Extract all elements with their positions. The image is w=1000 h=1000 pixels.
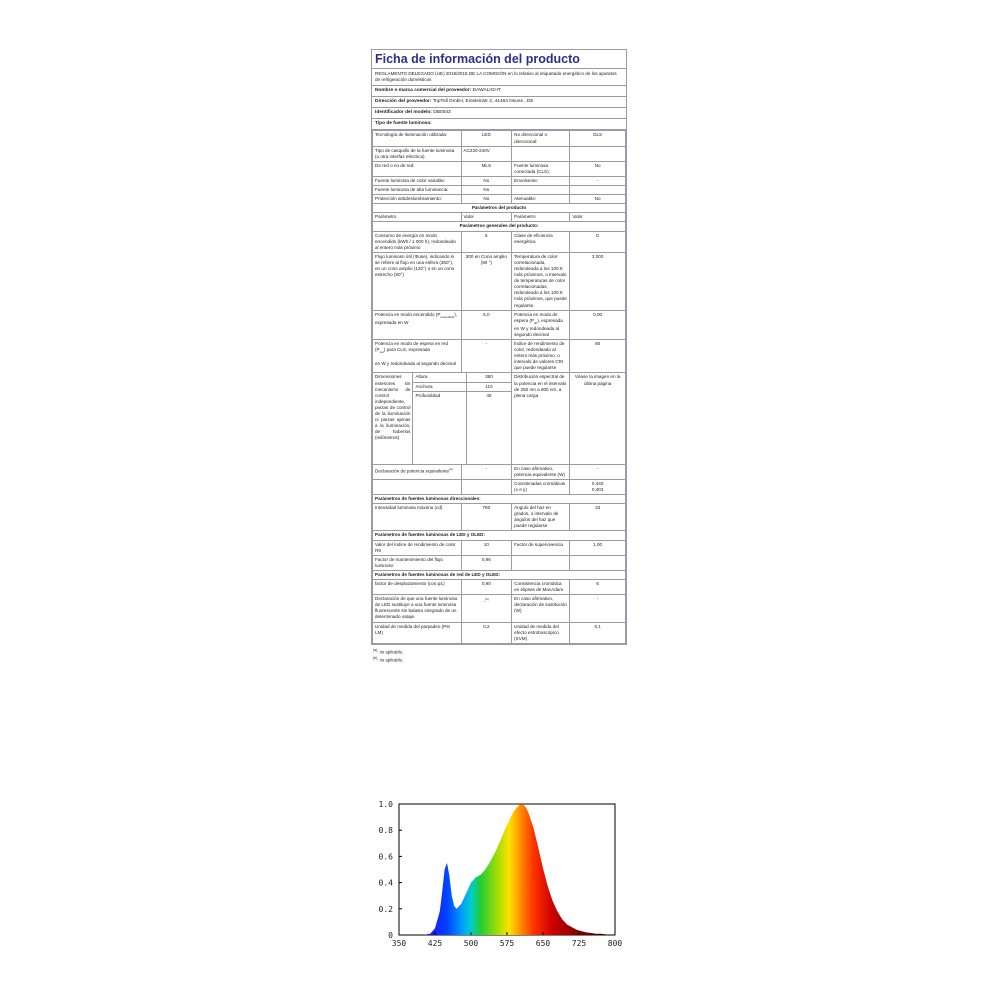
equivalent-yes-value: - (570, 464, 626, 479)
macadam-value: 6 (570, 580, 626, 595)
net-standby-text: Potencia en modo de espera en red (P (375, 340, 449, 353)
chart-plot-area (379, 800, 623, 948)
displacement-label: factor de desplazamiento (cos φ1) (373, 580, 462, 595)
tech-label: Tecnología de iluminación utilizada: (373, 131, 462, 146)
survival-value: 1,00 (570, 540, 626, 555)
model-id: DB0043 (433, 110, 451, 116)
table-row (373, 494, 626, 503)
footnote-a-mark: (a) (373, 647, 378, 652)
model-id-row (372, 108, 626, 119)
table-row (373, 373, 626, 464)
macadam-label: Consistencia cromática en elipses de MacAdam (512, 580, 570, 595)
column-header-param: Parámetro (373, 213, 462, 222)
maintenance-value: 0,96 (461, 555, 512, 570)
energy-label: Consumo de energía en modo encendido (kWh / 1 000 h), redondeado al entero más próximo (373, 231, 462, 252)
beam-angle-label: Ángulo del haz en grados, o intervalo de ángulos del haz que puede regularse (512, 504, 570, 531)
supplier-address-row (372, 97, 626, 108)
x-tick-label: 350 (391, 939, 407, 948)
cri-value: 80 (570, 339, 626, 372)
mains-label: De red o no de red: (373, 161, 462, 176)
peak-intensity-label: Intensidad luminosa máxima (cd) (373, 504, 462, 531)
table-row (373, 161, 626, 176)
stroboscopic-label: Unidad de medida del efecto estroboscópico (SVM) (512, 622, 570, 643)
x-tick-label: 650 (535, 939, 551, 948)
survival-label: Factor de supervivencia (512, 540, 570, 555)
equivalent-power-note-mark: (a) (449, 466, 453, 471)
footnote-a-text: : no aplicable; (377, 649, 404, 655)
table-row (373, 204, 626, 213)
footnote-b-text: : no aplicable; (377, 657, 404, 663)
table-row (373, 504, 626, 531)
width-label: Anchura (413, 382, 466, 391)
equivalent-power-label (373, 464, 462, 479)
footnote-b-mark: (b) (373, 656, 378, 661)
colour-value: No (461, 176, 512, 185)
x-tick-label: 425 (427, 939, 443, 948)
model-id-label: Identificador del modelo: (375, 110, 433, 116)
replacement-note-mark: (b) (485, 597, 489, 602)
chromaticity-x: 0,440 (591, 480, 604, 486)
equivalent-power-value: - (461, 464, 512, 479)
spectrum-area (413, 804, 610, 935)
height-value: 380 (466, 373, 511, 382)
x-tick-label: 575 (499, 939, 515, 948)
antiglare-value: No (461, 195, 512, 204)
flux-value: 300 en Cono amplio (90 °) (461, 252, 512, 310)
table-row (373, 146, 626, 161)
standby-subscript: sb (534, 320, 538, 325)
cap-value: AC220-240V (461, 146, 512, 161)
high-luminance-value: No (461, 186, 512, 195)
replacement-yes-label: En caso afirmativo, declaración de sustitución (W) (512, 595, 570, 622)
general-params-header: Parámetros generales del producto: (373, 222, 626, 231)
regulation-text: REGLAMENTO DELEGADO (UE) 2019/2015 DE LA COMISIÓN en lo relativo al etiquetado energético de los aparatos de refrigeración domésticos (372, 69, 626, 86)
stroboscopic-value: 0,1 (570, 622, 626, 643)
table-row (373, 195, 626, 204)
supplier-address: TopToll GmbH, Einsteinstr 2, 41464 Neuss , DE (432, 99, 534, 105)
table-row (373, 580, 626, 595)
table-row (373, 186, 626, 195)
table-row (373, 176, 626, 185)
power-on-label (373, 310, 462, 339)
net-standby-unit: ) para CLS, expresada (383, 347, 430, 353)
x-tick-label: 800 (607, 939, 623, 948)
dimensions-cell (413, 373, 512, 464)
footnote-b (373, 655, 403, 663)
table-row (413, 391, 511, 464)
dimensions-table (413, 373, 511, 463)
net-standby-subscript: net (379, 349, 384, 354)
width-value: 110 (466, 382, 511, 391)
chromaticity-value (570, 479, 626, 494)
energy-value: 5 (461, 231, 512, 252)
cct-value: 3 000 (570, 252, 626, 310)
cap-label: Tipo de casquillo de la fuente luminosa (375, 147, 455, 153)
replacement-yes-value: - (570, 595, 626, 622)
directional-value: DLS (570, 131, 626, 146)
power-on-label-unit: ), expresada en W (375, 311, 458, 325)
column-header-value: Valor (570, 213, 626, 222)
product-information-sheet (371, 49, 627, 645)
chromaticity-y: 0,403 (591, 486, 604, 492)
flux-label: Flujo luminoso útil (Φuse), indicando si se refiere al flujo en una esfera (360°), en un cono amplio (120°) o en un cono estrecho (90°) (373, 252, 462, 310)
r9-label: Valor del índice de rendimiento de color R9 (373, 540, 462, 555)
table-row (373, 310, 626, 339)
equivalent-yes-label: En caso afirmativo, potencia equivalente (W) (512, 464, 570, 479)
product-params-header: Parámetros del producto (373, 204, 626, 213)
net-standby-value: - (461, 339, 512, 372)
directional-header: Parámetros de fuentes luminosas direccionales: (373, 494, 626, 503)
mains-value: MLS (461, 161, 512, 176)
x-tick-label: 725 (571, 939, 587, 948)
dimmable-value: No (570, 195, 626, 204)
mains-led-header: Parámetros de fuentes luminosas de red de LED y OLED: (373, 570, 626, 579)
table-row (413, 382, 511, 391)
envelope-label: Envolvente: (512, 176, 570, 185)
net-standby-label (373, 339, 462, 372)
y-tick-label: 0 (388, 931, 393, 940)
light-source-type-label: Tipo de fuente luminosa: (375, 121, 432, 127)
height-label: Altura (413, 373, 466, 382)
tech-value: LED (461, 131, 512, 146)
antiglare-label: Protección antideslumbramiento: (373, 195, 462, 204)
light-source-type-heading (372, 119, 626, 130)
directional-label: No direccional o direccional: (512, 131, 570, 146)
table-row (373, 570, 626, 579)
displacement-value: 0,90 (461, 580, 512, 595)
page-title: Ficha de información del producto (372, 50, 626, 69)
column-header-param: Parámetro (512, 213, 570, 222)
depth-value: 40 (466, 391, 511, 464)
cls-label: Fuente luminosa conectada (CLS): (512, 161, 570, 176)
table-row (373, 622, 626, 643)
table-row (373, 531, 626, 540)
cri-label: Índice de rendimiento de color, redondeado al entero más próximo, o intervalo de valores CRI que puede regularse (512, 339, 570, 372)
cap-label-note: (u otra interfaz eléctrica) (375, 153, 425, 159)
column-header-value: Valor (461, 213, 512, 222)
net-standby-note: en W y redondeada al segundo decimal (375, 361, 456, 367)
dimmable-label: Atenuable: (512, 195, 570, 204)
spd-value: Véase la imagen en la última página (570, 373, 626, 464)
standby-label-unit: ), expresada en W y redondeada al segundo decimal (514, 317, 563, 337)
y-tick-label: 1.0 (378, 800, 393, 809)
table-row (373, 339, 626, 372)
flicker-label: Unidad de medida del parpadeo (Pst LM) (373, 622, 462, 643)
table-row (373, 131, 626, 146)
supplier-name-row (372, 86, 626, 97)
standby-label-text: Potencia en modo de espera (P (514, 311, 558, 323)
y-tick-label: 0.2 (378, 904, 393, 914)
y-tick-label: 0.8 (378, 826, 393, 836)
beam-angle-value: 33 (570, 504, 626, 531)
dimensions-label: Dimensiones exteriores sin mecanismo de control independiente, piezas de control de la iluminación ni piezas ajenas a la iluminación, de haberlos (milímetros) (373, 373, 413, 464)
x-tick-label: 500 (463, 939, 479, 948)
cct-label: Temperatura de color correlacionada, redondeada a los 100 K más próximos, o intervalo de temperaturas de color correlacionadas, redondeado a los 100 K más próximos, que puede regularse (512, 252, 570, 310)
table-row (373, 479, 626, 494)
power-on-value: 5,0 (461, 310, 512, 339)
maintenance-label: Factor de mantenimiento del flujo luminoso (373, 555, 462, 570)
supplier-address-label: Dirección del proveedor: (375, 99, 432, 105)
table-row (413, 373, 511, 382)
cap-label-cell (373, 146, 462, 161)
power-on-label-text: Potencia en modo encendido (P (375, 311, 441, 317)
colour-label: Fuente luminosa de color variable: (373, 176, 462, 185)
replacement-value (461, 595, 512, 622)
flicker-value: 0,2 (461, 622, 512, 643)
equivalent-power-text: Declaración de potencia equivalente (375, 468, 450, 474)
table-row (373, 252, 626, 310)
supplier-name-label: Nombre o marca comercial del proveedor: (375, 88, 472, 94)
envelope-value: - (570, 176, 626, 185)
standby-label (512, 310, 570, 339)
cls-value: No (570, 161, 626, 176)
chromaticity-label: Coordenadas cromáticas (x e y) (512, 479, 570, 494)
peak-intensity-value: 780 (461, 504, 512, 531)
r9-value: 10 (461, 540, 512, 555)
power-on-subscript: encendido (440, 314, 455, 319)
footnotes (373, 647, 403, 664)
supplier-name: DAWALIGHT (472, 88, 501, 94)
table-row (373, 464, 626, 479)
class-value: G (570, 231, 626, 252)
light-source-type-table (372, 130, 626, 231)
table-row (373, 231, 626, 252)
y-tick-label: 0.4 (378, 878, 393, 888)
table-row (373, 540, 626, 555)
table-header-row (373, 213, 626, 222)
standby-value: 0,00 (570, 310, 626, 339)
class-label: Clase de eficiencia energética (512, 231, 570, 252)
depth-label: Profundidad (413, 391, 466, 464)
table-row (373, 555, 626, 570)
high-luminance-label: Fuente luminosa de alta luminancia: (373, 186, 462, 195)
replacement-label: Declaración de que una fuente luminosa de LED sustituye a una fuente luminosa fluorescente sin balasto integrado de un determinado vataje. (373, 595, 462, 622)
spd-label: Distribución espectral de la potencia en el intervalo de 250 nm a 800 nm, a plena carga (512, 373, 570, 464)
table-row (373, 595, 626, 622)
replacement-value-text: - (483, 598, 486, 604)
general-params-table (372, 231, 626, 644)
led-header: Parámetros de fuentes luminosas de LED y OLED: (373, 531, 626, 540)
y-tick-label: 0.6 (378, 852, 393, 862)
footnote-a (373, 647, 403, 655)
spectral-distribution-chart (360, 795, 630, 955)
